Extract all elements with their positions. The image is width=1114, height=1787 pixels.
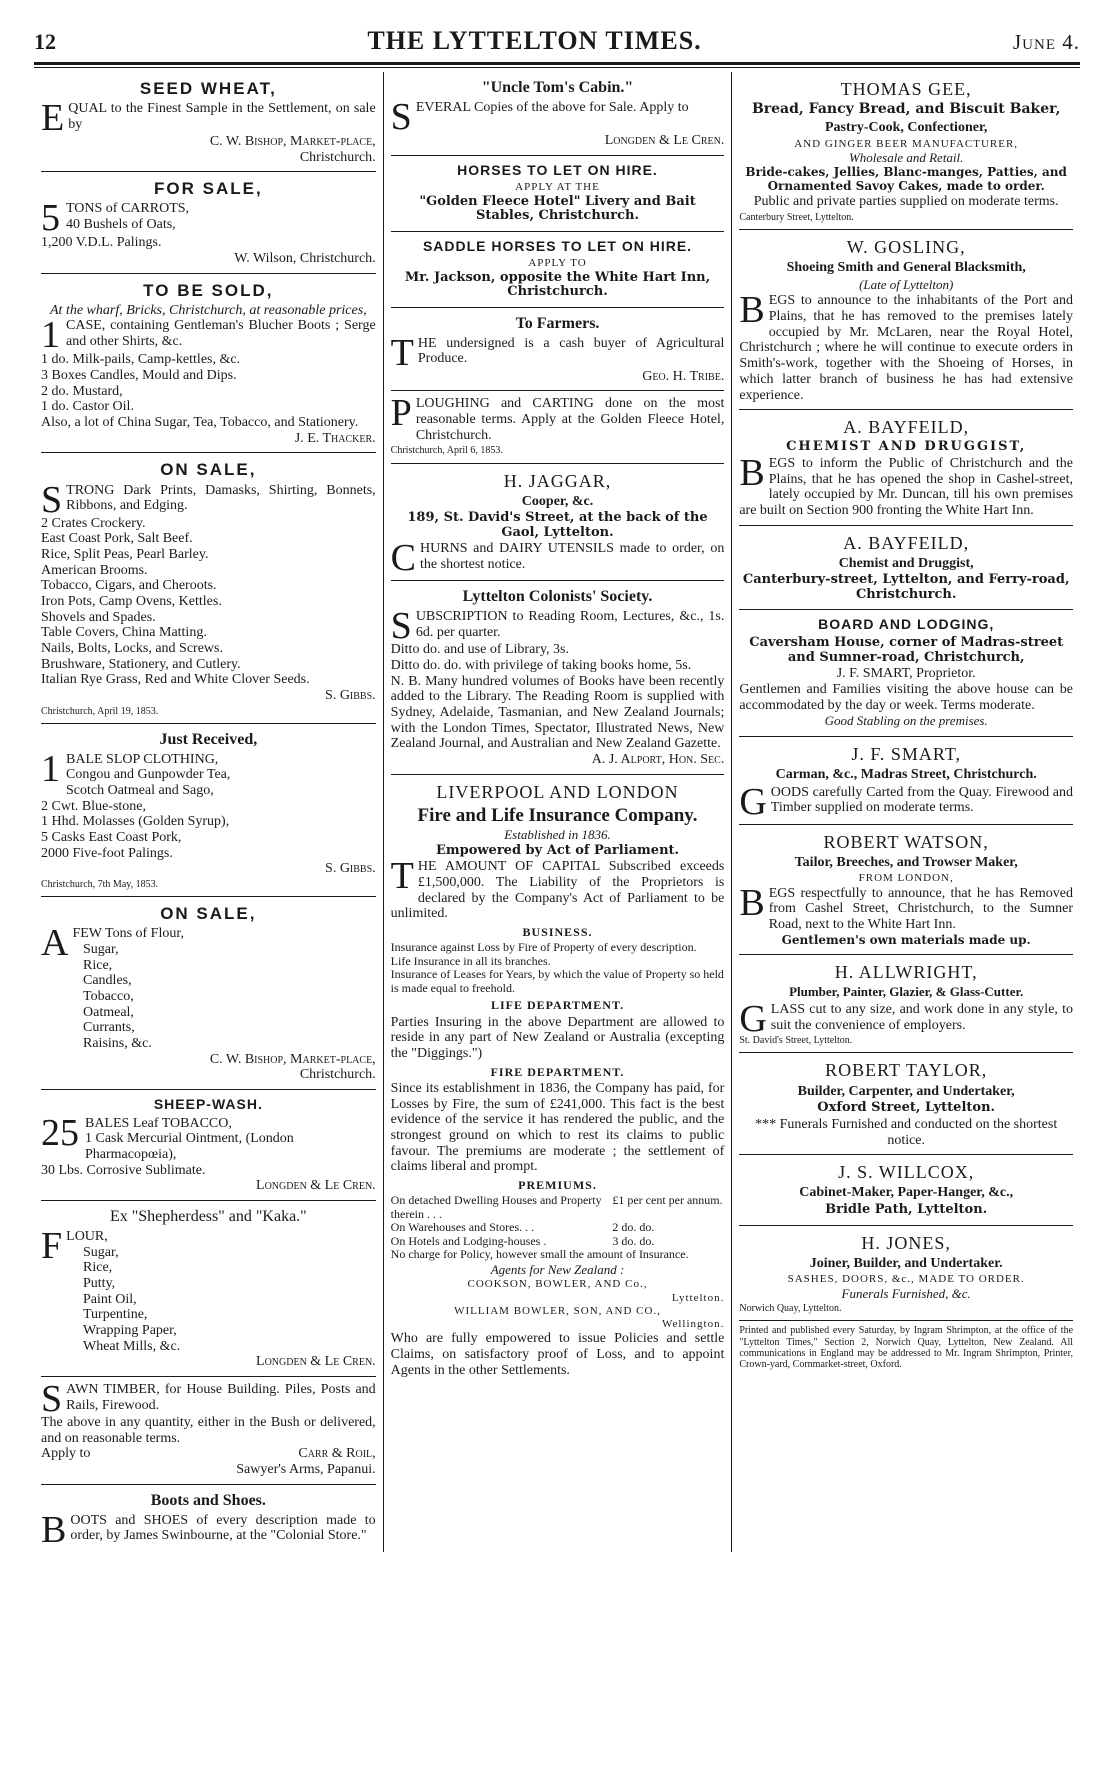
ad-to-be-sold bbox=[41, 274, 376, 454]
ad-established: Established in 1836. bbox=[504, 827, 611, 843]
drop-cap: C bbox=[390, 537, 417, 580]
ad-trade: Joiner, Builder, and Undertaker. bbox=[809, 1255, 1003, 1271]
list-item: Italian Rye Grass, Red and White Clover Seeds. bbox=[41, 672, 310, 688]
list-item: Insurance of Leases for Years, by which the value of Property so held is made equal to freehold. bbox=[390, 967, 724, 995]
list-item: Raisins, &c. bbox=[83, 1035, 152, 1051]
ad-heading: ON SALE, bbox=[160, 904, 257, 924]
ad-heading: SEED WHEAT, bbox=[139, 79, 277, 98]
ad-robert-watson bbox=[739, 825, 1073, 956]
ad-trade: Tailor, Breeches, and Trowser Maker, bbox=[794, 854, 1018, 870]
list-item: 2 Cwt. Blue-stone, bbox=[41, 798, 146, 814]
list-item: American Brooms. bbox=[41, 562, 148, 578]
ad-uncle-toms-cabin bbox=[391, 72, 725, 156]
ad-seller: Longden & Le Cren. bbox=[604, 132, 725, 148]
list-item: Table Covers, China Matting. bbox=[41, 625, 207, 641]
list-item: 5 Casks East Coast Pork, bbox=[41, 830, 182, 846]
ad-place: Christchurch. bbox=[299, 149, 376, 165]
ad-trade: Builder, Carpenter, and Undertaker, bbox=[797, 1083, 1015, 1099]
premium-row bbox=[391, 1235, 725, 1248]
ad-address: Norwich Quay, Lyttelton. bbox=[739, 1303, 842, 1315]
list-item: Iron Pots, Camp Ovens, Kettles. bbox=[41, 593, 222, 609]
list-item: 1 Hhd. Molasses (Golden Syrup), bbox=[41, 814, 230, 830]
issue-date: June 4. bbox=[1012, 30, 1080, 54]
ad-goods: Bride-cakes, Jellies, Blanc-manges, Patties, and Ornamented Savoy Cakes, made to order. bbox=[745, 165, 1067, 193]
ad-company: Fire and Life Insurance Company. bbox=[417, 804, 698, 826]
list-item: 2 Crates Crockery. bbox=[41, 515, 146, 531]
ad-body: CASE, containing Gentleman's Blucher Boots ; Serge and other Shirts, &c. bbox=[66, 318, 376, 350]
ad-address: 189, St. David's Street, at the back of the Gaol, Lyttelton. bbox=[407, 510, 708, 540]
column-2 bbox=[383, 72, 732, 1552]
ad-name: H. JAGGAR, bbox=[503, 470, 612, 491]
ad-thomas-gee bbox=[739, 72, 1073, 230]
ad-trade: AND GINGER BEER MANUFACTURER, bbox=[794, 137, 1019, 150]
list-item: Wrapping Paper, bbox=[83, 1322, 177, 1338]
ad-materials: Gentlemen's own materials made up. bbox=[781, 932, 1031, 947]
ad-body: EGS to announce to the inhabitants of the Port and Plains, that he has removed to the premises lately occupied by Mr. McLaren, near the Royal Hotel, Christchurch ; where he will continue to execute orders in Smith's-work, together with the Shoeing of Horses, in which latter branch of business he has had extensive experience. bbox=[739, 293, 1074, 403]
ad-bayfeild-chemist bbox=[739, 410, 1073, 525]
ad-trade: Carman, &c., Madras Street, Christchurch. bbox=[775, 766, 1037, 782]
ad-just-received bbox=[41, 724, 376, 897]
ad-body: OOTS and SHOES of every description made to order, by James Swinbourne, at the "Colonial Store." bbox=[70, 1512, 376, 1544]
ad-seed-wheat bbox=[41, 72, 376, 172]
ad-name: A. BAYFEILD, bbox=[843, 532, 970, 553]
ad-heading: SADDLE HORSES TO LET ON HIRE. bbox=[422, 237, 693, 254]
ad-jaggar bbox=[391, 464, 725, 582]
section-heading: BUSINESS. bbox=[522, 924, 593, 939]
ad-wholesale: Wholesale and Retail. bbox=[848, 149, 964, 165]
ad-trade: CHEMIST AND DRUGGIST, bbox=[786, 439, 1027, 455]
ad-willcox bbox=[739, 1155, 1073, 1225]
ad-name: H. JONES, bbox=[861, 1232, 951, 1253]
ad-robert-taylor bbox=[739, 1053, 1073, 1155]
drop-cap: T bbox=[390, 331, 414, 374]
ad-address: Bridle Path, Lyttelton. bbox=[825, 1202, 988, 1218]
ad-line: 1,200 V.D.L. Palings. bbox=[41, 235, 162, 251]
ad-trade: Chemist and Druggist, bbox=[838, 555, 974, 571]
ad-address: Canterbury Street, Lyttelton. bbox=[739, 211, 854, 223]
ad-heading: To Farmers. bbox=[515, 314, 600, 332]
ad-seller: S. Gibbs. bbox=[325, 687, 376, 703]
masthead bbox=[34, 26, 1080, 60]
ad-heading: Just Received, bbox=[159, 730, 258, 748]
ad-body: Who are fully empowered to issue Policies and settle Claims, on satisfactory proof of Loss, and to appoint Agents in the other Settlements. bbox=[390, 1331, 725, 1378]
ad-trade: Cabinet-Maker, Paper-Hanger, &c., bbox=[799, 1185, 1014, 1201]
list-item: Currants, bbox=[83, 1020, 135, 1036]
ad-body: N. B. Many hundred volumes of Books have been recently added to the Library. The Reading Room is supplied with Sydney, Adelaide, Tasmanian, and New Zealand Journals; with the London Times, Spectator, Illustrated News, New Zealand Journal, and Australian and New Zealand Gazette. bbox=[390, 673, 725, 752]
ad-line: 40 Bushels of Oats, bbox=[66, 217, 176, 233]
ad-seller: C. W. Bishop, Market-place, bbox=[209, 134, 376, 150]
drop-cap: B bbox=[41, 1508, 67, 1551]
list-item: Candles, bbox=[83, 973, 132, 989]
ad-trade: Cooper, &c. bbox=[521, 493, 594, 509]
premium-rate: £1 per cent per annum. bbox=[612, 1193, 723, 1208]
ad-body: QUAL to the Finest Sample in the Settlement, on sale by bbox=[68, 101, 376, 132]
column-3 bbox=[731, 72, 1080, 1552]
newspaper-title: THE LYTTELTON TIMES. bbox=[367, 26, 702, 55]
ad-proprietor: J. F. SMART, Proprietor. bbox=[836, 666, 976, 682]
ad-apply: Apply to bbox=[41, 1446, 91, 1462]
ad-ploughing bbox=[391, 391, 725, 463]
list-item: Rice, Split Peas, Pearl Barley. bbox=[41, 546, 209, 562]
ad-heading: Boots and Shoes. bbox=[150, 1491, 266, 1509]
ad-body: BALES Leaf TOBACCO, bbox=[85, 1115, 232, 1131]
ad-body: HE AMOUNT OF CAPITAL Subscribed exceeds £1,500,000. The Liability of the Proprietors is declared by the Company's Act of Parliament to be unlimited. bbox=[390, 859, 725, 922]
ad-heading: BOARD AND LODGING, bbox=[818, 616, 995, 633]
ad-seller: C. W. Bishop, Market-place, bbox=[209, 1051, 376, 1067]
ad-line: Ditto do. do. with privilege of taking books home, 5s. bbox=[390, 658, 692, 674]
ad-line: 1 Cask Mercurial Ointment, (London Pharmacopœia), bbox=[85, 1131, 294, 1162]
page-number: 12 bbox=[34, 29, 56, 54]
list-item: Nails, Bolts, Locks, and Screws. bbox=[41, 640, 223, 656]
list-item: 2000 Five-foot Palings. bbox=[41, 845, 173, 861]
ad-body: BALE SLOP CLOTHING, bbox=[66, 751, 219, 767]
ad-trade: Bread, Fancy Bread, and Biscuit Baker, bbox=[751, 101, 1061, 118]
premium-item: On Warehouses and Stores. . . bbox=[390, 1220, 535, 1235]
list-item: Wheat Mills, &c. bbox=[83, 1338, 181, 1354]
ad-place: Sawyer's Arms, Papanui. bbox=[236, 1461, 376, 1477]
ad-heading: Lyttelton Colonists' Society. bbox=[462, 588, 653, 606]
list-item: Sugar, bbox=[83, 941, 119, 957]
drop-cap: F bbox=[41, 1224, 63, 1267]
drop-cap: 25 bbox=[41, 1111, 79, 1154]
ad-h-jones bbox=[739, 1226, 1073, 1322]
ad-allwright bbox=[739, 955, 1073, 1053]
list-item: Turpentine, bbox=[83, 1307, 148, 1323]
ad-body: LOUR, bbox=[66, 1228, 108, 1244]
drop-cap: G bbox=[739, 997, 767, 1040]
ad-line: Ditto do. and use of Library, 3s. bbox=[390, 642, 570, 658]
ad-heading: Ex "Shepherdess" and "Kaka." bbox=[109, 1208, 307, 1226]
ad-also: Also, a lot of China Sugar, Tea, Tobacco, and Stationery. bbox=[41, 415, 359, 431]
drop-cap: 1 bbox=[41, 314, 60, 357]
ad-board-lodging bbox=[739, 610, 1073, 736]
ad-name: W. GOSLING, bbox=[846, 237, 966, 258]
ad-horses-to-let bbox=[391, 156, 725, 232]
ad-policy: No charge for Policy, however small the amount of Insurance. bbox=[390, 1247, 689, 1262]
ad-body: EGS respectfully to announce, that he has Removed from Cashel Street, Christchurch, to the Sumner Road, next to the White Hart Inn. bbox=[768, 885, 1074, 933]
ad-dateline: Christchurch, April 19, 1853. bbox=[41, 705, 159, 717]
list-item: 1 do. Milk-pails, Camp-kettles, &c. bbox=[41, 352, 241, 368]
ad-body: Since its establishment in 1836, the Company has paid, for Losses by Fire, the sum of £241,000. This fact is the best evidence of the service it has rendered the public, and the strongest ground on which to rest its claims to public favour. The premiums are moderate ; the settlement of claims liberal and prompt. bbox=[390, 1081, 725, 1175]
drop-cap: P bbox=[390, 392, 412, 435]
ad-dateline: Christchurch, 7th May, 1853. bbox=[41, 879, 159, 891]
ad-sashes: SASHES, DOORS, &c., MADE TO ORDER. bbox=[787, 1273, 1025, 1286]
ad-seller: Carr & Roil, bbox=[298, 1446, 376, 1462]
ad-funerals: Funerals Furnished, &c. bbox=[841, 1285, 971, 1301]
ad-smart-carman bbox=[739, 737, 1073, 825]
premium-item: On detached Dwelling Houses and Property therein . . . bbox=[390, 1193, 602, 1221]
columns bbox=[34, 72, 1080, 1552]
ad-to-farmers bbox=[391, 308, 725, 392]
ad-house: Caversham House, corner of Madras-street and Sumner-road, Christchurch, bbox=[749, 635, 1064, 665]
section-heading: FIRE DEPARTMENT. bbox=[490, 1064, 625, 1079]
ad-saddle-horses bbox=[391, 232, 725, 308]
ad-for-sale bbox=[41, 172, 376, 273]
agents-heading: Agents for New Zealand : bbox=[490, 1261, 625, 1277]
ad-body: HE undersigned is a cash buyer of Agricultural Produce. bbox=[417, 335, 725, 367]
ad-stabling: Good Stabling on the premises. bbox=[824, 713, 988, 729]
drop-cap: T bbox=[390, 855, 414, 898]
ad-name: H. ALLWRIGHT, bbox=[834, 962, 978, 983]
list-item: Insurance against Loss by Fire of Property of every description. bbox=[390, 940, 697, 955]
ad-seller: Longden & Le Cren. bbox=[256, 1178, 376, 1194]
ad-funerals: *** Funerals Furnished and conducted on the shortest notice. bbox=[755, 1116, 1058, 1148]
ad-seller: S. Gibbs. bbox=[325, 861, 376, 877]
ad-line: TONS of CARROTS, bbox=[66, 201, 190, 217]
ad-body: AWN TIMBER, for House Building. Piles, Posts and Rails, Firewood. bbox=[66, 1381, 376, 1413]
ad-body: UBSCRIPTION to Reading Room, Lectures, &c., 1s. 6d. per quarter. bbox=[415, 609, 725, 641]
ad-place: Christchurch. bbox=[299, 1067, 376, 1083]
list-item: East Coast Pork, Salt Beef. bbox=[41, 531, 193, 547]
agent-name: WILLIAM BOWLER, SON, AND CO., bbox=[454, 1304, 661, 1317]
ad-body: Gentlemen and Families visiting the above house can be accommodated by the day or week. Terms moderate. bbox=[739, 681, 1074, 713]
ad-heading: FOR SALE, bbox=[154, 179, 263, 199]
list-item: Scotch Oatmeal and Sago, bbox=[66, 783, 214, 799]
list-item: 2 do. Mustard, bbox=[41, 383, 123, 399]
ad-address: Canterbury-street, Lyttelton, and Ferry-road, Christchurch. bbox=[742, 572, 1070, 602]
list-item: Congou and Gunpowder Tea, bbox=[66, 767, 231, 783]
ad-sheep-wash bbox=[41, 1090, 376, 1201]
ad-heading: ON SALE, bbox=[160, 460, 257, 480]
premium-rate: 2 do. do. bbox=[612, 1220, 655, 1235]
ad-name: J. F. SMART, bbox=[851, 743, 962, 764]
ad-empowered: Empowered by Act of Parliament. bbox=[435, 842, 680, 858]
printer-imprint: Printed and published every Saturday, by Ingram Shrimpton, at the office of the "Lyttelton Times," Section 2, Norwich Quay, Lyttelton, New Zealand. All communications in England may be addressed to Mr. Ingram Shrimpton, Printer, Crown-yard, Cornmarket-street, Oxford. bbox=[739, 1325, 1074, 1370]
list-item: 1 do. Castor Oil. bbox=[41, 399, 134, 415]
ad-body: The above in any quantity, either in the Bush or delivered, and on reasonable terms. bbox=[41, 1414, 376, 1446]
ad-body: "Golden Fleece Hotel" Livery and Bait Stables, Christchurch. bbox=[419, 193, 696, 224]
ad-on-sale-gibbs bbox=[41, 453, 376, 723]
ad-trade: Pastry-Cook, Confectioner, bbox=[824, 119, 988, 135]
drop-cap: S bbox=[390, 605, 412, 648]
ad-name: ROBERT WATSON, bbox=[823, 831, 989, 852]
premium-row bbox=[391, 1194, 725, 1221]
drop-cap: S bbox=[390, 95, 412, 138]
ad-heading: LIVERPOOL AND LONDON bbox=[436, 781, 679, 802]
drop-cap: E bbox=[41, 97, 65, 140]
section-heading: PREMIUMS. bbox=[518, 1178, 597, 1193]
list-item: Tobacco, Cigars, and Cheroots. bbox=[41, 578, 217, 594]
premium-item: On Hotels and Lodging-houses . bbox=[390, 1233, 547, 1248]
premium-row bbox=[391, 1221, 725, 1234]
ad-body: EVERAL Copies of the above for Sale. Apply to bbox=[415, 99, 689, 115]
ad-body: Mr. Jackson, opposite the White Hart Inn, Christchurch. bbox=[404, 269, 711, 300]
ad-address: Oxford Street, Lyttelton. bbox=[817, 1100, 996, 1116]
list-item: 3 Boxes Candles, Mould and Dips. bbox=[41, 368, 237, 384]
list-item: Paint Oil, bbox=[83, 1291, 137, 1307]
ad-from: FROM LONDON, bbox=[858, 872, 954, 885]
ad-heading: SHEEP-WASH. bbox=[153, 1095, 263, 1112]
ad-gosling bbox=[739, 230, 1073, 410]
ad-seller: A. J. Alport, Hon. Sec. bbox=[591, 752, 725, 768]
ad-name: J. S. WILLCOX, bbox=[838, 1162, 975, 1183]
agent-name: COOKSON, BOWLER, AND Co., bbox=[467, 1278, 648, 1291]
ad-bayfeild-druggist bbox=[739, 526, 1073, 611]
ad-body: LOUGHING and CARTING done on the most reasonable terms. Apply at the Golden Fleece Hotel, Christchurch. bbox=[415, 396, 725, 443]
ad-trade: Shoeing Smith and General Blacksmith, bbox=[786, 260, 1026, 276]
ad-name: THOMAS GEE, bbox=[840, 79, 972, 99]
ad-body: OODS carefully Carted from the Quay. Firewood and Timber supplied on moderate terms. bbox=[770, 784, 1074, 816]
drop-cap: B bbox=[739, 289, 765, 332]
ad-body: TRONG Dark Prints, Damasks, Shirting, Bonnets, Ribbons, and Edging. bbox=[66, 482, 376, 514]
drop-cap: B bbox=[739, 451, 765, 494]
ad-seller: Geo. H. Tribe. bbox=[642, 368, 725, 384]
drop-cap: 5 bbox=[41, 197, 60, 240]
ad-boots-shoes bbox=[41, 1485, 376, 1552]
ad-apply: APPLY AT THE bbox=[515, 181, 600, 194]
ad-trade: Plumber, Painter, Glazier, & Glass-Cutter. bbox=[789, 984, 1024, 1000]
drop-cap: B bbox=[739, 881, 765, 924]
drop-cap: 1 bbox=[41, 747, 60, 790]
ad-body: EGS to inform the Public of Christchurch and the Plains, that he has opened the shop in Cashel-street, lately occupied by Mr. Duncan, till his own premises are built on Section 900 fronting the White Hart Inn. bbox=[739, 455, 1074, 518]
ad-body: FEW Tons of Flour, bbox=[72, 926, 184, 942]
ad-name: ROBERT TAYLOR, bbox=[825, 1060, 988, 1081]
list-item: Putty, bbox=[83, 1275, 116, 1291]
ad-heading: TO BE SOLD, bbox=[143, 280, 274, 300]
ad-body: HURNS and DAIRY UTENSILS made to order, on the shortest notice. bbox=[420, 541, 725, 573]
section-heading: LIFE DEPARTMENT. bbox=[490, 998, 625, 1013]
ad-insurance bbox=[391, 775, 725, 1385]
column-1 bbox=[34, 72, 383, 1552]
ad-late: (Late of Lyttelton) bbox=[859, 276, 954, 292]
ad-heading: "Uncle Tom's Cabin." bbox=[481, 79, 634, 96]
list-item: Oatmeal, bbox=[83, 1004, 134, 1020]
ad-seller: W. Wilson, Christchurch. bbox=[234, 251, 376, 267]
ad-shepherdess bbox=[41, 1201, 376, 1377]
ad-colonists-society bbox=[391, 581, 725, 774]
ad-apply: APPLY TO bbox=[528, 257, 587, 270]
list-item: Tobacco, bbox=[83, 988, 134, 1004]
ad-address: St. David's Street, Lyttelton. bbox=[739, 1035, 853, 1047]
ad-sawn-timber bbox=[41, 1377, 376, 1485]
premium-rate: 3 do. do. bbox=[612, 1233, 655, 1248]
masthead-rule bbox=[34, 62, 1080, 68]
ad-heading: HORSES TO LET ON HIRE. bbox=[457, 161, 658, 178]
ad-dateline: Christchurch, April 6, 1853. bbox=[390, 445, 503, 457]
list-item: Life Insurance in all its branches. bbox=[390, 953, 551, 968]
list-item: Rice, bbox=[83, 957, 113, 973]
ad-name: A. BAYFEILD, bbox=[843, 417, 970, 438]
drop-cap: S bbox=[41, 478, 63, 521]
ad-intro: At the wharf, Bricks, Christchurch, at reasonable prices, bbox=[50, 302, 367, 318]
ad-body: LASS cut to any size, and work done in any style, to suit the convenience of employers. bbox=[770, 1001, 1074, 1033]
ad-line: 30 Lbs. Corrosive Sublimate. bbox=[41, 1162, 206, 1178]
ad-seller: Longden & Le Cren. bbox=[256, 1354, 376, 1370]
list-item: Shovels and Spades. bbox=[41, 609, 156, 625]
ad-body: Parties Insuring in the above Department are allowed to reside in any part of New Zealand or Australia (excepting the "Diggings.") bbox=[390, 1014, 725, 1061]
list-item: Sugar, bbox=[83, 1244, 119, 1260]
drop-cap: G bbox=[739, 780, 767, 823]
agent-place: Lyttelton. bbox=[671, 1291, 725, 1304]
ad-seller: J. E. Thacker. bbox=[294, 430, 376, 446]
ad-body: Public and private parties supplied on moderate terms. bbox=[753, 194, 1059, 210]
drop-cap: S bbox=[41, 1377, 63, 1420]
agent-place: Wellington. bbox=[661, 1318, 725, 1331]
list-item: Brushware, Stationery, and Cutlery. bbox=[41, 656, 241, 672]
drop-cap: A bbox=[41, 922, 69, 965]
list-item: Rice, bbox=[83, 1260, 113, 1276]
ad-on-sale-bishop bbox=[41, 897, 376, 1090]
